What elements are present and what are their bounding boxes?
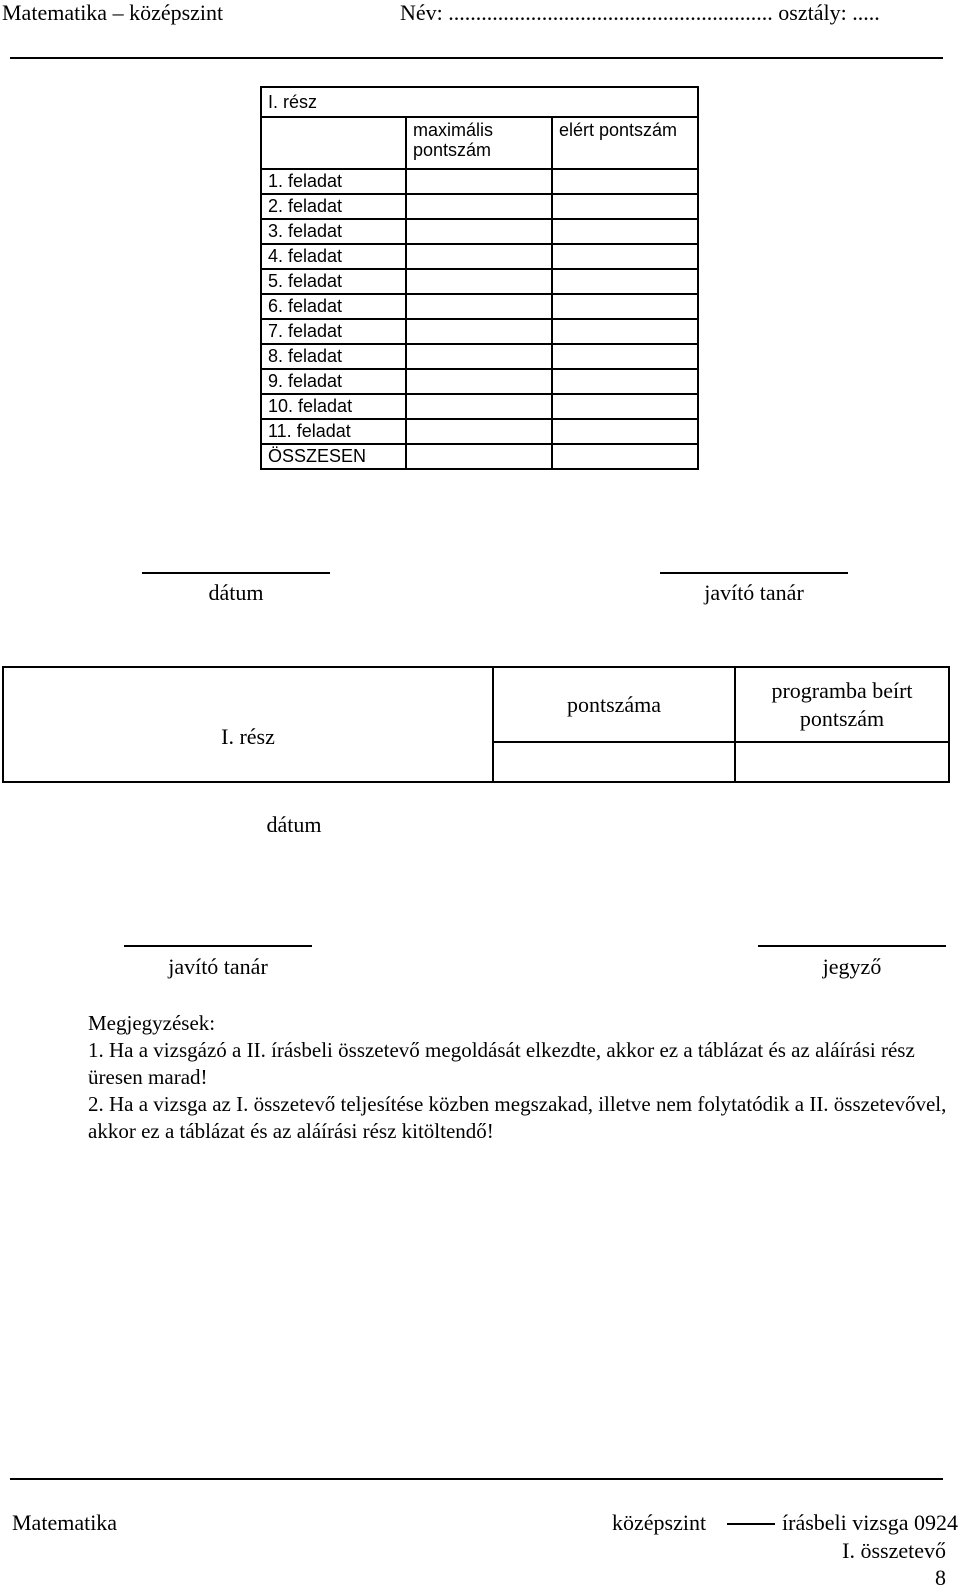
col-max-score: maximális pontszám xyxy=(406,117,552,169)
max-score-cell[interactable] xyxy=(406,194,552,219)
achieved-score-cell[interactable] xyxy=(552,369,698,394)
score-table-title: I. rész xyxy=(261,87,698,117)
max-score-cell[interactable] xyxy=(406,369,552,394)
clerk-label: jegyző xyxy=(822,954,882,979)
total-label: ÖSSZESEN xyxy=(261,444,406,469)
program-table-program-cell[interactable] xyxy=(735,742,949,782)
max-score-cell[interactable] xyxy=(406,169,552,194)
footer-level: középszint xyxy=(612,1510,707,1535)
footer-exam: írásbeli vizsga 0924 xyxy=(782,1510,958,1535)
max-score-cell[interactable] xyxy=(406,244,552,269)
program-table-score-cell[interactable] xyxy=(493,742,735,782)
teacher-signature-line-2 xyxy=(124,945,312,947)
date-label-2: dátum xyxy=(266,812,322,837)
achieved-score-cell[interactable] xyxy=(552,219,698,244)
page-number: 8 xyxy=(935,1565,946,1590)
achieved-score-cell[interactable] xyxy=(552,394,698,419)
achieved-score-total-cell[interactable] xyxy=(552,444,698,469)
footer-part: I. összetevő xyxy=(842,1538,946,1563)
task-label: 7. feladat xyxy=(261,319,406,344)
max-score-total-cell[interactable] xyxy=(406,444,552,469)
teacher-signature-line xyxy=(660,572,848,574)
task-label: 5. feladat xyxy=(261,269,406,294)
achieved-score-cell[interactable] xyxy=(552,319,698,344)
task-label: 8. feladat xyxy=(261,344,406,369)
program-table-part: I. rész xyxy=(3,667,493,782)
max-score-cell[interactable] xyxy=(406,319,552,344)
date-label: dátum xyxy=(208,580,264,605)
task-label: 3. feladat xyxy=(261,219,406,244)
date-signature-line xyxy=(142,572,330,574)
teacher-label: javító tanár xyxy=(704,580,804,605)
col-achieved-score: elért pontszám xyxy=(552,117,698,169)
max-score-cell[interactable] xyxy=(406,344,552,369)
task-label: 11. feladat xyxy=(261,419,406,444)
achieved-score-cell[interactable] xyxy=(552,244,698,269)
header-rule xyxy=(10,57,943,59)
achieved-score-cell[interactable] xyxy=(552,419,698,444)
header-name-class-field: Név: ........................................................... osztály: ..... xyxy=(400,0,880,25)
achieved-score-cell[interactable] xyxy=(552,269,698,294)
task-label: 1. feladat xyxy=(261,169,406,194)
achieved-score-cell[interactable] xyxy=(552,194,698,219)
max-score-cell[interactable] xyxy=(406,219,552,244)
program-score-table xyxy=(2,666,950,783)
program-table-program-label: programba beírt pontszám xyxy=(735,667,949,742)
achieved-score-cell[interactable] xyxy=(552,169,698,194)
task-label: 10. feladat xyxy=(261,394,406,419)
max-score-cell[interactable] xyxy=(406,394,552,419)
score-table xyxy=(260,86,699,470)
score-table-blank-header xyxy=(261,117,406,169)
footer-subject: Matematika xyxy=(12,1510,118,1535)
task-label: 2. feladat xyxy=(261,194,406,219)
header-subject: Matematika – középszint xyxy=(2,0,224,25)
task-label: 4. feladat xyxy=(261,244,406,269)
max-score-cell[interactable] xyxy=(406,294,552,319)
max-score-cell[interactable] xyxy=(406,419,552,444)
note-item-2: 2. Ha a vizsga az I. összetevő teljesítése közben megszakad, illetve nem folytatódik a II. összetevővel, akkor ez a táblázat és az aláírási rész kitöltendő! xyxy=(88,1092,947,1143)
max-score-cell[interactable] xyxy=(406,269,552,294)
task-label: 9. feladat xyxy=(261,369,406,394)
note-item-1: 1. Ha a vizsgázó a II. írásbeli összetevő megoldását elkezdte, akkor ez a táblázat és az aláírási rész üresen marad! xyxy=(88,1038,915,1089)
notes-heading: Megjegyzések: xyxy=(88,1011,216,1035)
footer-rule xyxy=(10,1478,943,1480)
footer-dash xyxy=(727,1523,775,1525)
teacher-label-2: javító tanár xyxy=(168,954,268,979)
program-table-score-label: pontszáma xyxy=(493,667,735,742)
achieved-score-cell[interactable] xyxy=(552,294,698,319)
task-label: 6. feladat xyxy=(261,294,406,319)
achieved-score-cell[interactable] xyxy=(552,344,698,369)
clerk-signature-line xyxy=(758,945,946,947)
